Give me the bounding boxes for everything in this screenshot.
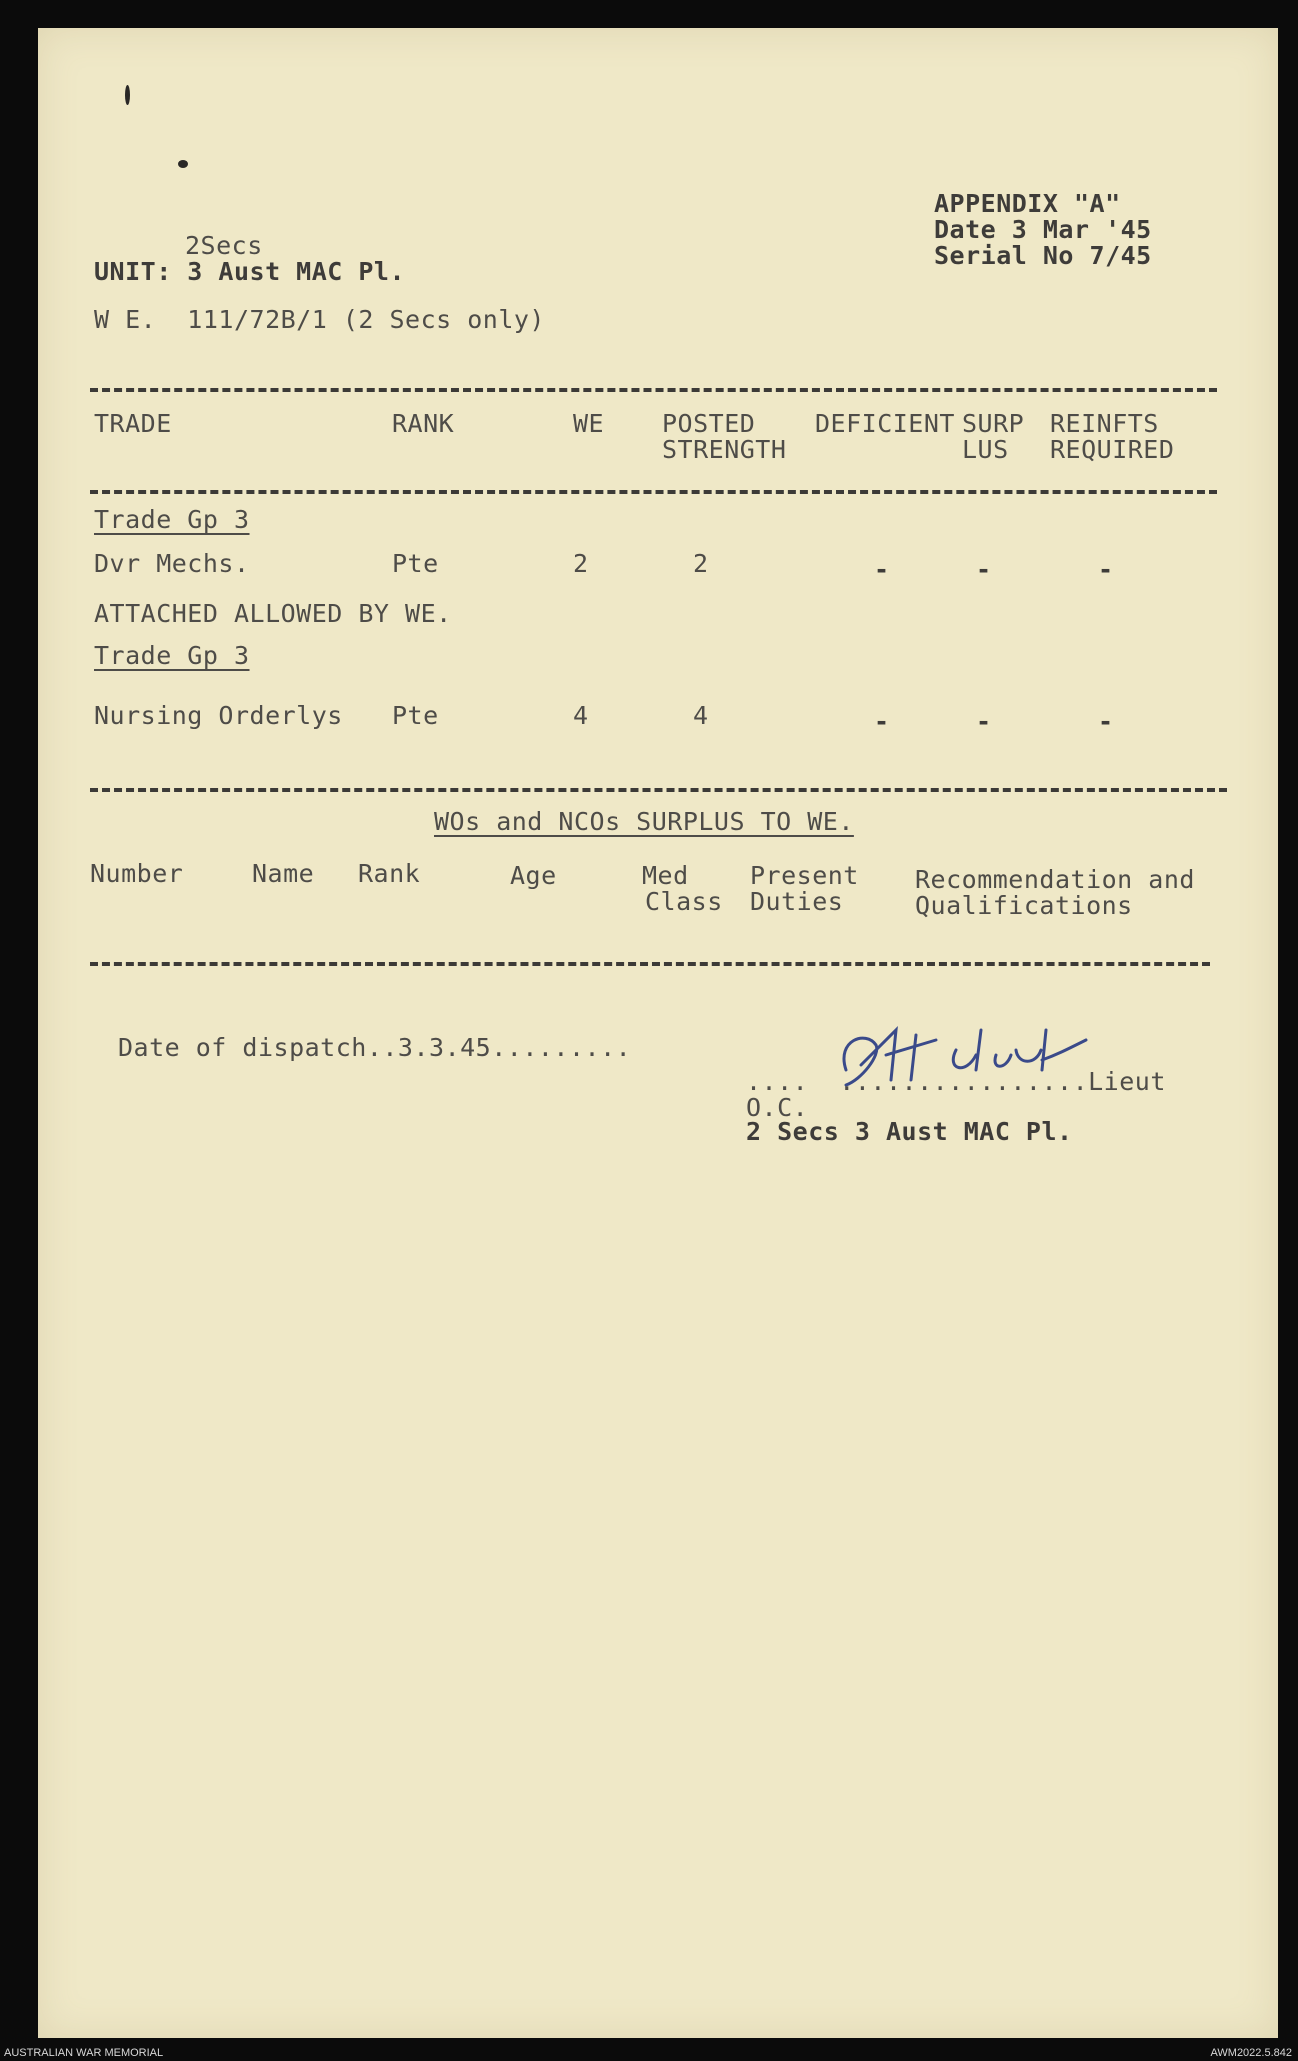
row-posted: 4 (693, 701, 709, 730)
col-header-reinfts: REINFTS (1050, 409, 1159, 438)
col-header-med-2: Class (645, 887, 723, 916)
col-header-number: Number (90, 859, 184, 888)
col-header-present: Present (750, 861, 859, 890)
row-rank: Pte (392, 701, 439, 730)
we-reference: W E. 111/72B/1 (2 Secs only) (94, 305, 545, 334)
col-header-recommendation-2: Qualifications (915, 891, 1133, 920)
col-header-deficient: DEFICIENT (815, 409, 955, 438)
ink-mark (178, 160, 188, 168)
trade-group-label: Trade Gp 3 (94, 641, 250, 670)
col-header-reinfts-2: REQUIRED (1050, 435, 1175, 464)
row-reinfts: - (1098, 555, 1114, 584)
surplus-section-title: WOs and NCOs SURPLUS TO WE. (434, 807, 854, 836)
col-header-name: Name (252, 859, 315, 888)
col-header-present-2: Duties (750, 887, 844, 916)
row-reinfts: - (1098, 707, 1114, 736)
col-header-trade: TRADE (94, 409, 172, 438)
section-bottom-rule (90, 962, 1210, 966)
row-trade: Dvr Mechs. (94, 549, 250, 578)
col-header-age: Age (510, 861, 557, 890)
signature-unit: 2 Secs 3 Aust MAC Pl. (746, 1117, 1073, 1146)
row-deficient: - (874, 555, 890, 584)
col-header-rank: Rank (358, 859, 421, 888)
serial-number: Serial No 7/45 (934, 241, 1152, 270)
ink-mark (125, 85, 130, 105)
col-header-surplus-2: LUS (962, 435, 1009, 464)
col-header-surplus: SURP (962, 409, 1025, 438)
trade-group-label: Trade Gp 3 (94, 505, 250, 534)
date-of-dispatch: Date of dispatch..3.3.45......... (118, 1033, 632, 1062)
officer-commanding: O.C. (746, 1093, 809, 1122)
header-bottom-rule (90, 490, 1217, 494)
signature-line: .... ................Lieut (746, 1067, 1166, 1096)
col-header-posted: POSTED (662, 409, 756, 438)
col-header-med: Med (642, 861, 689, 890)
row-rank: Pte (392, 549, 439, 578)
row-trade: Nursing Orderlys (94, 701, 343, 730)
row-posted: 2 (693, 549, 709, 578)
unit-line: UNIT: 3 Aust MAC Pl. (94, 257, 406, 286)
secs-note: 2Secs (185, 231, 263, 260)
footer-accession-number: AWM2022.5.842 (1210, 2047, 1292, 2059)
row-deficient: - (874, 707, 890, 736)
row-surplus: - (976, 707, 992, 736)
appendix-label: APPENDIX "A" (934, 189, 1121, 218)
col-header-recommendation: Recommendation and (915, 865, 1195, 894)
col-header-rank: RANK (392, 409, 455, 438)
row-surplus: - (976, 555, 992, 584)
col-header-posted-2: STRENGTH (662, 435, 787, 464)
col-header-we: WE (573, 409, 605, 438)
table-bottom-rule (90, 788, 1227, 792)
footer-institution: AUSTRALIAN WAR MEMORIAL (4, 2047, 164, 2059)
document-date: Date 3 Mar '45 (934, 215, 1152, 244)
row-we: 2 (573, 549, 589, 578)
table-top-rule (90, 388, 1217, 392)
row-we: 4 (573, 701, 589, 730)
attached-label: ATTACHED ALLOWED BY WE. (94, 599, 452, 628)
